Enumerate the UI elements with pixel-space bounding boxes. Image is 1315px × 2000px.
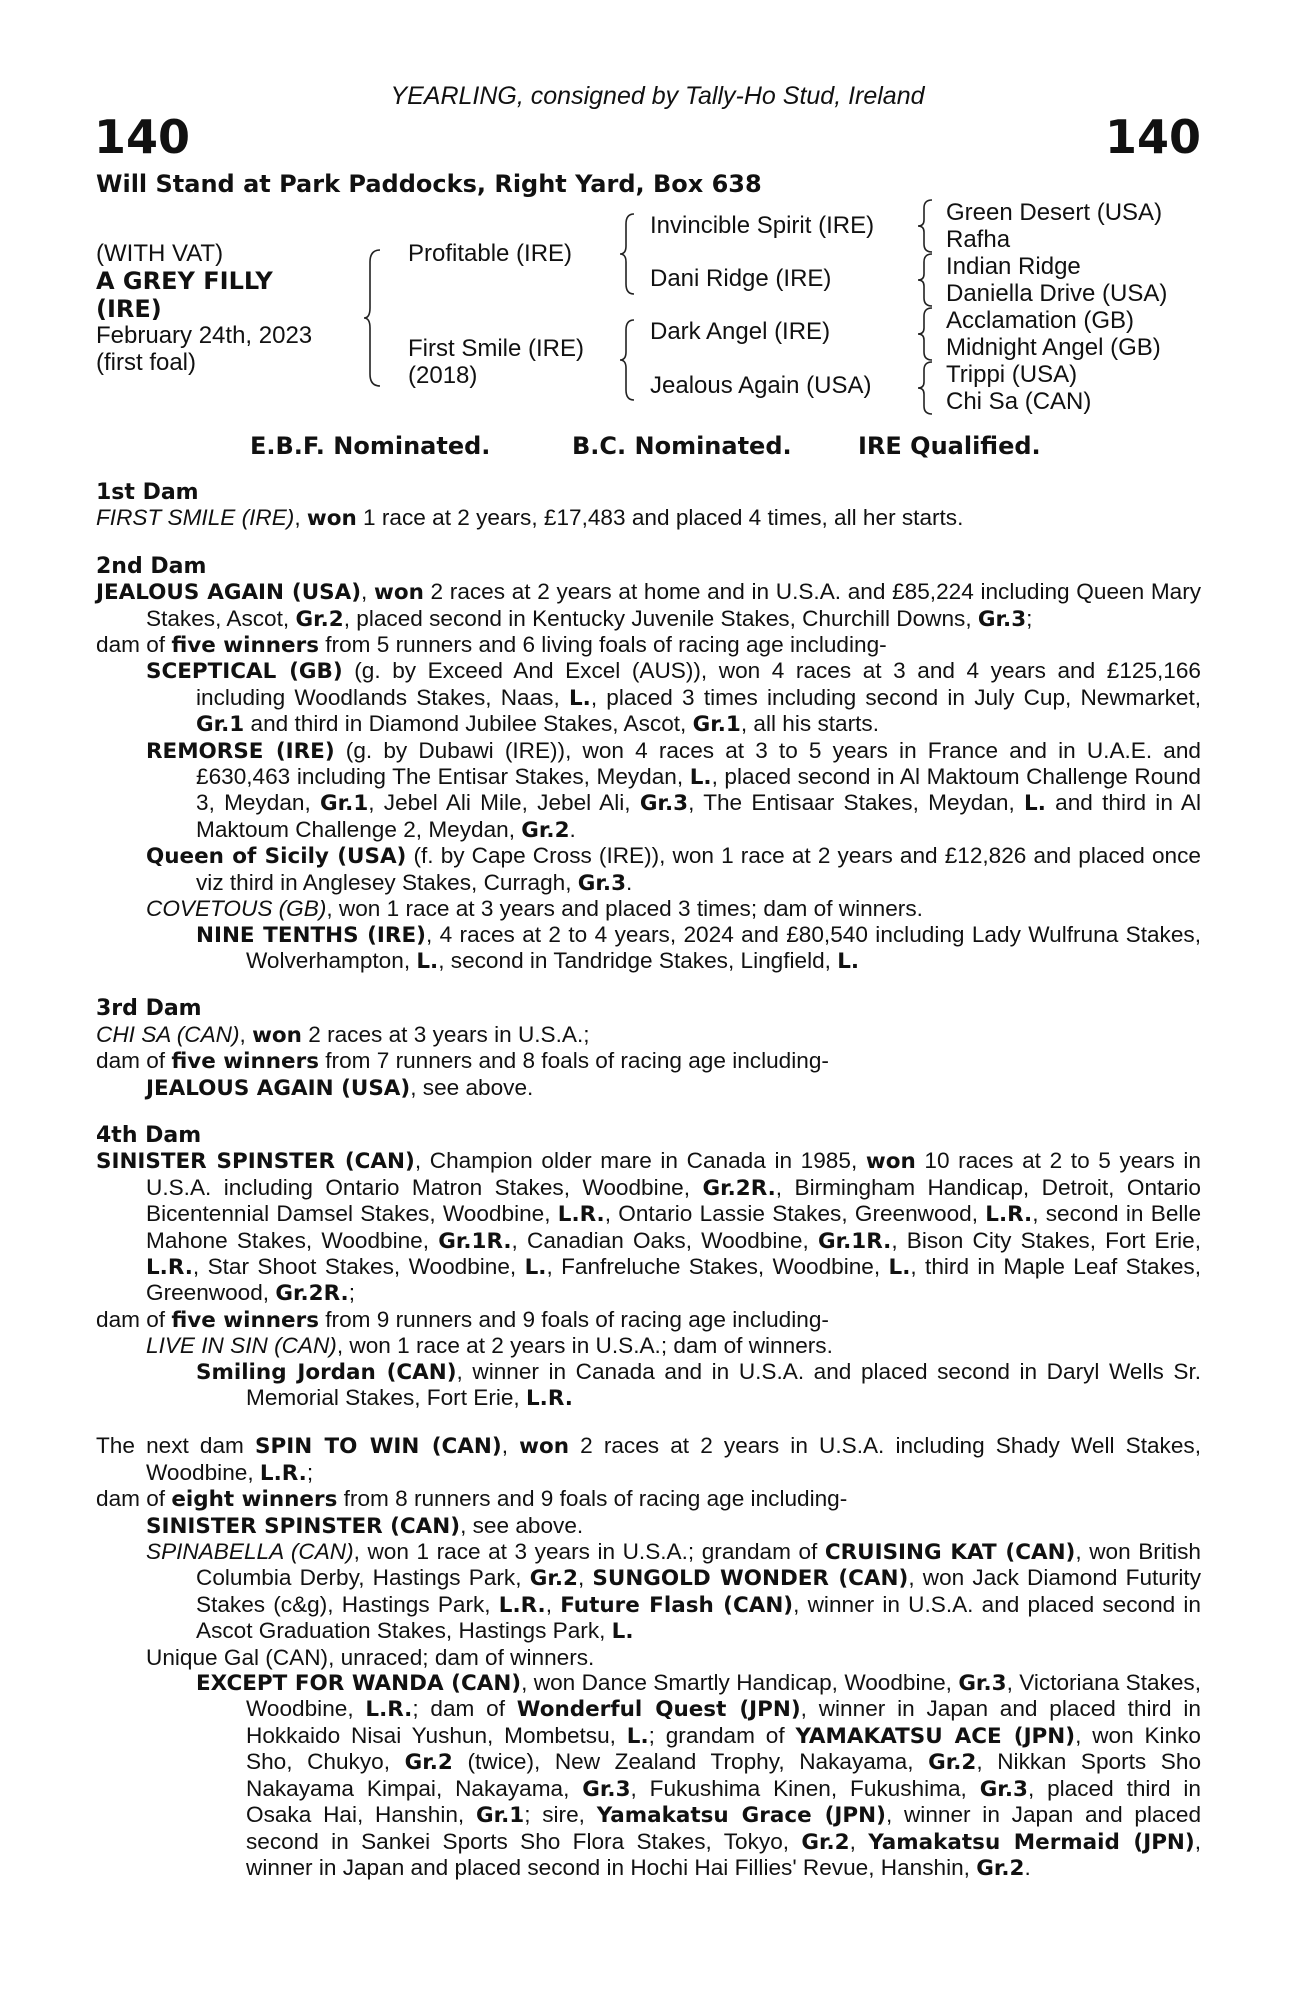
foal-note: (first foal) bbox=[96, 349, 197, 376]
horse-name: A GREY FILLY bbox=[96, 267, 273, 295]
record-entry: Smiling Jordan (CAN), winner in Canada and in U.S.A. and placed second in Daryl Wells Sr. Memorial Stakes, Fort Erie, L.R. bbox=[196, 1358, 1201, 1411]
record-entry: SINISTER SPINSTER (CAN), see above. bbox=[146, 1512, 584, 1539]
produce-record bbox=[96, 480, 1201, 1881]
stable-location: Will Stand at Park Paddocks, Right Yard, Box 638 bbox=[96, 170, 762, 198]
dam-year: (2018) bbox=[408, 362, 478, 389]
ebf-nomination: E.B.F. Nominated. bbox=[250, 432, 491, 460]
pedigree-section bbox=[96, 480, 1201, 532]
dam-dam: Jealous Again (USA) bbox=[650, 372, 872, 399]
pedigree-section bbox=[96, 554, 1201, 975]
record-entry: COVETOUS (GB), won 1 race at 3 years and placed 3 times; dam of winners. bbox=[146, 896, 923, 922]
bc-nomination: B.C. Nominated. bbox=[572, 432, 792, 460]
pedigree-brace-g1 bbox=[916, 198, 936, 254]
grandsire-4: Trippi (USA) bbox=[946, 361, 1078, 388]
record-entry: dam of five winners from 7 runners and 8 foals of racing age including- bbox=[96, 1048, 829, 1075]
section-heading: 4th Dam bbox=[96, 1122, 202, 1148]
lot-number-right: 140 bbox=[1104, 110, 1201, 164]
grandsire-3: Acclamation (GB) bbox=[946, 307, 1135, 334]
pedigree-section bbox=[96, 1433, 1201, 1881]
granddam-4: Chi Sa (CAN) bbox=[946, 388, 1092, 415]
lot-number-left: 140 bbox=[94, 110, 191, 164]
pedigree-brace-main bbox=[362, 248, 386, 388]
pedigree-brace-dam bbox=[618, 318, 638, 402]
foaling-date: February 24th, 2023 bbox=[96, 322, 313, 349]
ire-qualification: IRE Qualified. bbox=[858, 432, 1041, 460]
record-entry: NINE TENTHS (IRE), 4 races at 2 to 4 years, 2024 and £80,540 including Lady Wulfruna Stakes, Wolverhampton, L., second in Tandridge Stakes, Lingfield, L. bbox=[196, 921, 1201, 974]
record-entry: LIVE IN SIN (CAN), won 1 race at 2 years in U.S.A.; dam of winners. bbox=[146, 1333, 833, 1359]
pedigree-brace-g4 bbox=[916, 360, 936, 416]
record-entry: FIRST SMILE (IRE), won 1 race at 2 years, £17,483 and placed 4 times, all her starts. bbox=[96, 505, 964, 532]
granddam-1: Rafha bbox=[946, 226, 1011, 253]
section-heading: 3rd Dam bbox=[96, 996, 202, 1022]
record-entry: Unique Gal (CAN), unraced; dam of winners. bbox=[146, 1644, 595, 1670]
pedigree-brace-g2 bbox=[916, 252, 936, 308]
record-entry: JEALOUS AGAIN (USA), won 2 races at 2 years at home and in U.S.A. and £85,224 including Queen Mary Stakes, Ascot, Gr.2, placed second in Kentucky Juvenile Stakes, Churchill Downs, Gr.3; bbox=[96, 579, 1202, 632]
sire-sire: Invincible Spirit (IRE) bbox=[650, 212, 875, 239]
record-entry: dam of five winners from 5 runners and 6 living foals of racing age including- bbox=[96, 632, 887, 659]
record-entry: REMORSE (IRE) (g. by Dubawi (IRE)), won 4 races at 3 to 5 years in France and in U.A.E. and £630,463 including The Entisar Stakes, Meydan, L., placed second in Al Maktoum Challenge Round 3, Meydan, Gr.1, Jebel Ali Mile, Jebel Ali, Gr.3, The Entisaar Stakes, Meydan, L. and third in Al Maktoum Challenge 2, Meydan, Gr.2. bbox=[146, 737, 1201, 843]
pedigree-section bbox=[96, 1123, 1201, 1411]
section-heading: 2nd Dam bbox=[96, 553, 207, 579]
record-entry: The next dam SPIN TO WIN (CAN), won 2 races at 2 years in U.S.A. including Shady Well Stakes, Woodbine, L.R.; bbox=[96, 1433, 1201, 1486]
record-entry: SCEPTICAL (GB) (g. by Exceed And Excel (AUS)), won 4 races at 3 and 4 years and £125,166 including Woodlands Stakes, Naas, L., placed 3 times including second in July Cup, Newmarket, Gr.1 and third in Diamond Jubilee Stakes, Ascot, Gr.1, all his starts. bbox=[146, 658, 1202, 738]
record-entry: EXCEPT FOR WANDA (CAN), won Dance Smartly Handicap, Woodbine, Gr.3, Victoriana Stakes, Woodbine, L.R.; dam of Wonderful Quest (JPN), winner in Japan and placed third in Hokkaido Nisai Yushun, Mombetsu, L.; grandam of YAMAKATSU ACE (JPN), won Kinko Sho, Chukyo, Gr.2 (twice), New Zealand Trophy, Nakayama, Gr.2, Nikkan Sports Sho Nakayama Kimpai, Nakayama, Gr.3, Fukushima Kinen, Fukushima, Gr.3, placed third in Osaka Hai, Hanshin, Gr.1; sire, Yamakatsu Grace (JPN), winner in Japan and placed second in Sankei Sports Sho Flora Stakes, Tokyo, Gr.2, Yamakatsu Mermaid (JPN), winner in Japan and placed second in Hochi Hai Fillies' Revue, Hanshin, Gr.2. bbox=[196, 1670, 1202, 1881]
dam: First Smile (IRE) bbox=[408, 335, 584, 362]
record-entry: CHI SA (CAN), won 2 races at 3 years in U.S.A.; bbox=[96, 1021, 590, 1048]
grandsire-1: Green Desert (USA) bbox=[946, 199, 1163, 226]
granddam-2: Daniella Drive (USA) bbox=[946, 280, 1168, 307]
vat-note: (WITH VAT) bbox=[96, 240, 224, 267]
record-entry: Queen of Sicily (USA) (f. by Cape Cross (IRE)), won 1 race at 2 years and £12,826 and placed once viz third in Anglesey Stakes, Curragh, Gr.3. bbox=[146, 843, 1201, 896]
grandsire-2: Indian Ridge bbox=[946, 253, 1081, 280]
horse-country: (IRE) bbox=[96, 295, 162, 323]
record-entry: JEALOUS AGAIN (USA), see above. bbox=[146, 1074, 534, 1101]
record-entry: dam of eight winners from 8 runners and 9 foals of racing age including- bbox=[96, 1486, 848, 1513]
record-entry: SPINABELLA (CAN), won 1 race at 3 years in U.S.A.; grandam of CRUISING KAT (CAN), won British Columbia Derby, Hastings Park, Gr.2, SUNGOLD WONDER (CAN), won Jack Diamond Futurity Stakes (c&g), Hastings Park, L.R., Future Flash (CAN), winner in U.S.A. and placed second in Ascot Graduation Stakes, Hastings Park, L. bbox=[146, 1539, 1201, 1645]
sire-dam: Dani Ridge (IRE) bbox=[650, 265, 832, 292]
dam-sire: Dark Angel (IRE) bbox=[650, 318, 831, 345]
record-entry: dam of five winners from 9 runners and 9 foals of racing age including- bbox=[96, 1306, 829, 1333]
section-heading: 1st Dam bbox=[96, 480, 199, 505]
sire: Profitable (IRE) bbox=[408, 240, 573, 267]
catalogue-subtitle: YEARLING, consigned by Tally-Ho Stud, Ireland bbox=[390, 82, 925, 110]
pedigree-brace-g3 bbox=[916, 306, 936, 362]
pedigree-section bbox=[96, 996, 1201, 1101]
granddam-3: Midnight Angel (GB) bbox=[946, 334, 1161, 361]
record-entry: SINISTER SPINSTER (CAN), Champion older mare in Canada in 1985, won 10 races at 2 to 5 years in U.S.A. including Ontario Matron Stakes, Woodbine, Gr.2R., Birmingham Handicap, Detroit, Ontario Bicentennial Damsel Stakes, Woodbine, L.R., Ontario Lassie Stakes, Greenwood, L.R., second in Belle Mahone Stakes, Woodbine, Gr.1R., Canadian Oaks, Woodbine, Gr.1R., Bison City Stakes, Fort Erie, L.R., Star Shoot Stakes, Woodbine, L., Fanfreluche Stakes, Woodbine, L., third in Maple Leaf Stakes, Greenwood, Gr.2R.; bbox=[96, 1148, 1202, 1307]
pedigree-brace-sire bbox=[618, 212, 638, 296]
